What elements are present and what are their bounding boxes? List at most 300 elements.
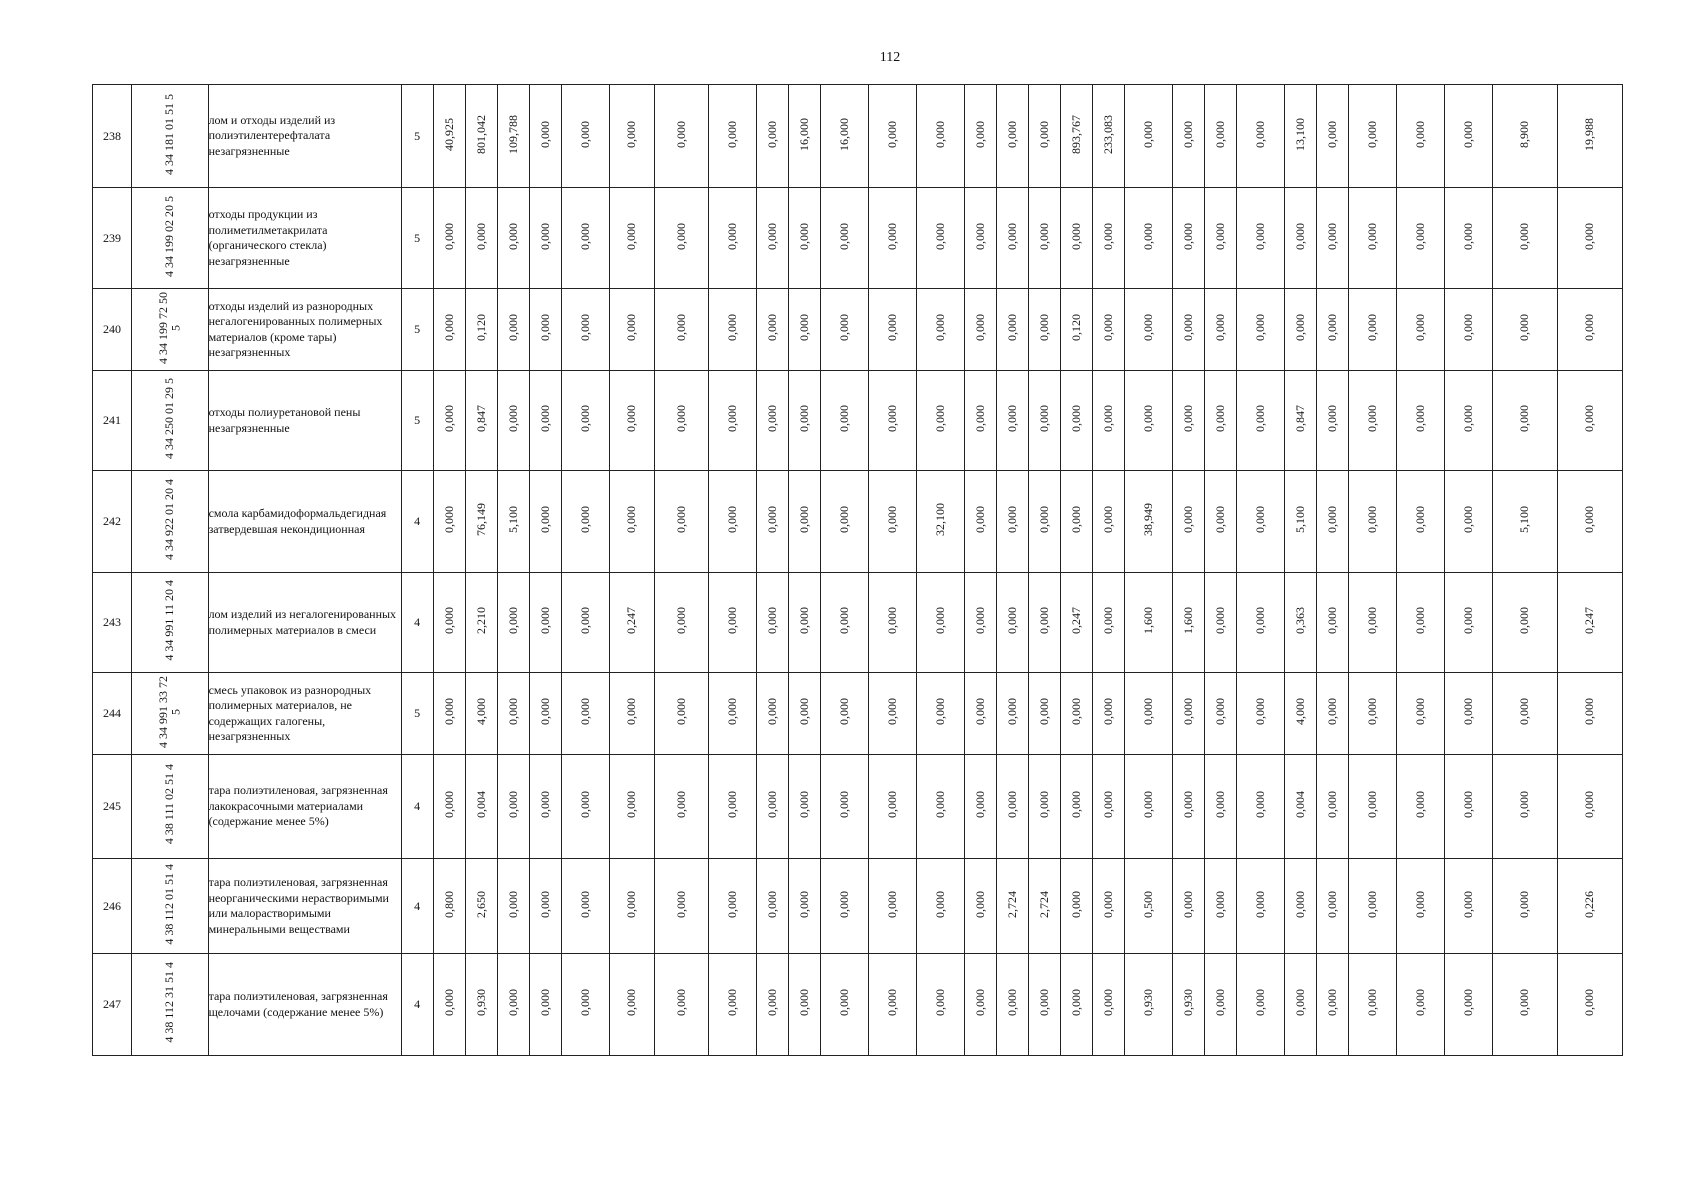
value: 0,000: [1036, 120, 1051, 148]
value-cell: [1557, 673, 1622, 755]
value-cell: [1348, 573, 1396, 673]
value-cell: [916, 85, 964, 188]
value-cell: [609, 673, 654, 755]
value: 0,000: [1140, 791, 1155, 818]
hazard-class: 4: [401, 755, 433, 859]
value: 0,000: [1180, 791, 1195, 818]
value-cell: [1444, 289, 1492, 371]
value-cell: [788, 859, 820, 954]
value-cell: [1396, 673, 1444, 755]
waste-code-cell: [132, 954, 209, 1056]
value: 0,363: [1292, 607, 1307, 634]
value: 0,000: [673, 405, 688, 432]
waste-name: лом и отходы изделий из полиэтилентерефталата незагрязненные: [208, 85, 401, 188]
value-cell: [654, 673, 708, 755]
value: 8,900: [1517, 120, 1532, 148]
value: 0,800: [441, 890, 456, 918]
value-cell: [788, 573, 820, 673]
value: 2,724: [1036, 890, 1051, 918]
value: 0,000: [1180, 405, 1195, 432]
value: 0,000: [441, 405, 456, 432]
value: 0,000: [1100, 890, 1115, 918]
value-cell: [1492, 471, 1557, 573]
value: 0,000: [796, 222, 811, 250]
waste-code: 4 38 112 31 51 4: [162, 962, 177, 1043]
value: 0,000: [1036, 314, 1051, 341]
value-cell: [609, 755, 654, 859]
value-cell: [1092, 673, 1124, 755]
value: 0,000: [624, 698, 639, 725]
value: 0,000: [1517, 698, 1532, 725]
waste-name: тара полиэтиленовая, загрязненная лакокрасочными материалами (содержание менее 5%): [208, 755, 401, 859]
value: 0,000: [624, 890, 639, 918]
value-cell: [1316, 289, 1348, 371]
value: 0,000: [441, 222, 456, 250]
value-cell: [1284, 471, 1316, 573]
value: 0,000: [505, 698, 520, 725]
row-number: 241: [93, 371, 132, 471]
value-cell: [1348, 954, 1396, 1056]
value-cell: [1284, 289, 1316, 371]
value-cell: [1316, 954, 1348, 1056]
value-cell: [465, 371, 497, 471]
value: 0,000: [537, 222, 552, 250]
value: 0,000: [577, 120, 592, 148]
value-cell: [433, 859, 465, 954]
value: 0,000: [1460, 120, 1475, 148]
value: 0,000: [764, 890, 779, 918]
value: 0,000: [796, 791, 811, 818]
value: 0,000: [1100, 405, 1115, 432]
value: 0,004: [473, 791, 488, 818]
value-cell: [964, 755, 996, 859]
value: 1,600: [1180, 607, 1195, 634]
value-cell: [465, 289, 497, 371]
value: 0,000: [972, 314, 987, 341]
value-cell: [820, 471, 868, 573]
value: 0,000: [1364, 698, 1379, 725]
value-cell: [1444, 471, 1492, 573]
value-cell: [1204, 289, 1236, 371]
value-cell: [708, 188, 756, 289]
value: 0,000: [836, 989, 851, 1016]
value-cell: [788, 954, 820, 1056]
value-cell: [820, 673, 868, 755]
value: 4,000: [1292, 698, 1307, 725]
value-cell: [529, 673, 561, 755]
row-number: 245: [93, 755, 132, 859]
value-cell: [1557, 859, 1622, 954]
value: 0,000: [972, 989, 987, 1016]
value: 0,000: [1460, 791, 1475, 818]
value-cell: [465, 188, 497, 289]
value-cell: [1557, 289, 1622, 371]
value: 0,000: [1036, 791, 1051, 818]
value: 0,000: [972, 506, 987, 533]
value: 0,000: [1100, 791, 1115, 818]
value: 0,000: [1517, 890, 1532, 918]
value-cell: [788, 471, 820, 573]
value: 0,000: [764, 314, 779, 341]
value: 0,000: [932, 120, 947, 148]
value: 0,247: [1068, 607, 1083, 634]
value: 0,000: [764, 791, 779, 818]
value: 0,000: [1517, 314, 1532, 341]
value-cell: [756, 371, 788, 471]
value: 0,000: [1252, 314, 1267, 341]
value-cell: [996, 471, 1028, 573]
value: 1,600: [1140, 607, 1155, 634]
value-cell: [561, 573, 609, 673]
value: 0,000: [764, 989, 779, 1016]
value: 0,000: [1068, 506, 1083, 533]
value-cell: [497, 188, 529, 289]
page-number: 112: [879, 50, 901, 65]
row-number: 246: [93, 859, 132, 954]
value-cell: [529, 188, 561, 289]
value-cell: [1028, 471, 1060, 573]
value-cell: [1236, 954, 1284, 1056]
value: 0,000: [624, 989, 639, 1016]
value: 0,000: [624, 791, 639, 818]
value-cell: [465, 471, 497, 573]
value: 0,000: [537, 120, 552, 148]
value-cell: [1204, 673, 1236, 755]
value: 0,000: [441, 314, 456, 341]
value: 0,000: [884, 989, 899, 1016]
value-cell: [708, 859, 756, 954]
value: 0,000: [1252, 698, 1267, 725]
value: 0,000: [932, 698, 947, 725]
value: 0,000: [764, 405, 779, 432]
value-cell: [465, 573, 497, 673]
value-cell: [654, 371, 708, 471]
value-cell: [820, 371, 868, 471]
value-cell: [1060, 289, 1092, 371]
waste-code: 4 38 111 02 51 4: [162, 764, 177, 845]
value-cell: [433, 371, 465, 471]
value-cell: [1236, 755, 1284, 859]
value: 0,000: [1068, 989, 1083, 1016]
value: 0,000: [673, 791, 688, 818]
value-cell: [1444, 673, 1492, 755]
value-cell: [1092, 188, 1124, 289]
value: 0,000: [1364, 607, 1379, 634]
waste-code: 4 34 181 01 51 5: [162, 93, 177, 175]
value: 2,724: [1004, 890, 1019, 918]
value: 0,000: [972, 698, 987, 725]
value: 0,000: [577, 222, 592, 250]
waste-code: 4 34 991 11 20 4: [162, 580, 177, 661]
value-cell: [1172, 859, 1204, 954]
value-cell: [1124, 471, 1172, 573]
value-cell: [1492, 85, 1557, 188]
waste-name: отходы полиуретановой пены незагрязненные: [208, 371, 401, 471]
value: 0,000: [836, 698, 851, 725]
value-cell: [529, 85, 561, 188]
value: 0,000: [884, 506, 899, 533]
value-cell: [1236, 673, 1284, 755]
value: 0,000: [673, 120, 688, 148]
value: 0,000: [1036, 405, 1051, 432]
value-cell: [497, 673, 529, 755]
hazard-class: 4: [401, 954, 433, 1056]
value: 0,000: [1460, 314, 1475, 341]
table-row: [93, 573, 1655, 673]
value: 0,000: [1252, 890, 1267, 918]
value-cell: [756, 573, 788, 673]
value: 0,000: [1412, 314, 1427, 341]
value: 0,000: [1252, 791, 1267, 818]
value-cell: [1396, 371, 1444, 471]
value: 0,000: [764, 222, 779, 250]
value: 0,000: [1100, 989, 1115, 1016]
value: 0,000: [1364, 405, 1379, 432]
value: 0,000: [972, 791, 987, 818]
value: 0,000: [1292, 890, 1307, 918]
value: 0,000: [673, 890, 688, 918]
value: 0,000: [836, 506, 851, 533]
value: 0,000: [1212, 791, 1227, 818]
row-number: 239: [93, 188, 132, 289]
value-cell: [1557, 371, 1622, 471]
value-cell: [1092, 859, 1124, 954]
value: 0,000: [796, 405, 811, 432]
value-cell: [465, 954, 497, 1056]
value-cell: [756, 471, 788, 573]
value: 0,000: [764, 698, 779, 725]
value: 0,000: [1212, 314, 1227, 341]
value-cell: [654, 573, 708, 673]
value-cell: [1236, 573, 1284, 673]
value-cell: [1204, 471, 1236, 573]
value-cell: [609, 85, 654, 188]
value: 0,000: [1140, 405, 1155, 432]
value: 0,000: [764, 607, 779, 634]
value: 0,000: [1212, 222, 1227, 250]
value-cell: [756, 859, 788, 954]
value: 0,000: [505, 405, 520, 432]
value: 0,000: [1292, 314, 1307, 341]
value-cell: [1396, 85, 1444, 188]
value: 0,930: [1180, 989, 1195, 1016]
value: 0,000: [577, 791, 592, 818]
waste-name: смесь упаковок из разнородных полимерных материалов, не содержащих галогены, незагрязненных: [208, 673, 401, 755]
value-cell: [433, 471, 465, 573]
value-cell: [433, 188, 465, 289]
value: 0,000: [932, 222, 947, 250]
value: 0,000: [1412, 791, 1427, 818]
value: 0,120: [473, 314, 488, 341]
value-cell: [868, 289, 916, 371]
value-cell: [1396, 471, 1444, 573]
waste-code-cell: [132, 755, 209, 859]
value-cell: [756, 954, 788, 1056]
waste-name: тара полиэтиленовая, загрязненная неорганическими нерастворимыми или малорастворимыми минеральными веществами: [208, 859, 401, 954]
value-cell: [820, 954, 868, 1056]
value: 0,000: [764, 506, 779, 533]
value-cell: [609, 859, 654, 954]
value: 0,000: [1582, 791, 1597, 818]
value-cell: [561, 188, 609, 289]
value: 0,000: [1582, 314, 1597, 341]
row-number: 240: [93, 289, 132, 371]
waste-code-cell: [132, 673, 209, 755]
value: 801,042: [473, 114, 488, 154]
value: 893,767: [1068, 114, 1083, 154]
value-cell: [1028, 188, 1060, 289]
value-cell: [1284, 371, 1316, 471]
table-row: [93, 289, 1655, 371]
value: 0,000: [884, 791, 899, 818]
value-cell: [820, 289, 868, 371]
value: 0,000: [577, 314, 592, 341]
value: 0,000: [1212, 506, 1227, 533]
value-cell: [609, 371, 654, 471]
hazard-class: 5: [401, 673, 433, 755]
value-cell: [916, 289, 964, 371]
value: 40,925: [441, 117, 456, 151]
value-cell: [1492, 371, 1557, 471]
value-cell: [529, 289, 561, 371]
hazard-class: 4: [401, 471, 433, 573]
value-cell: [1060, 673, 1092, 755]
value: 0,000: [537, 698, 552, 725]
value: 0,000: [1517, 607, 1532, 634]
value-cell: [561, 673, 609, 755]
value: 0,000: [884, 698, 899, 725]
value-cell: [1060, 755, 1092, 859]
waste-code-cell: [132, 85, 209, 188]
value-cell: [1124, 573, 1172, 673]
value: 0,000: [932, 791, 947, 818]
value-cell: [1396, 289, 1444, 371]
value: 0,000: [1252, 222, 1267, 250]
value: 0,004: [1292, 791, 1307, 818]
value: 0,000: [724, 314, 739, 341]
value-cell: [1316, 859, 1348, 954]
value-cell: [1204, 371, 1236, 471]
value-cell: [1284, 954, 1316, 1056]
value: 0,000: [577, 506, 592, 533]
value-cell: [497, 471, 529, 573]
table-row: [93, 859, 1655, 954]
value: 0,000: [932, 989, 947, 1016]
value-cell: [996, 954, 1028, 1056]
value-cell: [1348, 673, 1396, 755]
value-cell: [1060, 471, 1092, 573]
value-cell: [964, 85, 996, 188]
value-cell: [654, 188, 708, 289]
value-cell: [1316, 85, 1348, 188]
value-cell: [1236, 471, 1284, 573]
value: 0,000: [764, 120, 779, 148]
row-number: 247: [93, 954, 132, 1056]
value-cell: [916, 371, 964, 471]
value-cell: [788, 755, 820, 859]
value: 0,000: [1412, 698, 1427, 725]
value-cell: [497, 859, 529, 954]
value-cell: [1396, 859, 1444, 954]
value: 0,247: [624, 607, 639, 634]
value-cell: [1236, 85, 1284, 188]
value-cell: [465, 755, 497, 859]
value-cell: [1492, 289, 1557, 371]
value: 0,000: [1004, 607, 1019, 634]
value: 0,000: [1004, 698, 1019, 725]
value: 0,000: [1140, 120, 1155, 148]
value: 0,000: [724, 989, 739, 1016]
value: 0,000: [1180, 698, 1195, 725]
value: 0,000: [796, 890, 811, 918]
value-cell: [708, 673, 756, 755]
value-cell: [916, 755, 964, 859]
value-cell: [1060, 371, 1092, 471]
value: 0,000: [1212, 405, 1227, 432]
value: 0,226: [1582, 890, 1597, 918]
value-cell: [708, 573, 756, 673]
value-cell: [1172, 673, 1204, 755]
value: 0,000: [1036, 698, 1051, 725]
value: 0,000: [1324, 607, 1339, 634]
value-cell: [561, 859, 609, 954]
value: 0,000: [624, 314, 639, 341]
value: 0,000: [577, 405, 592, 432]
value-cell: [1348, 859, 1396, 954]
value-cell: [964, 471, 996, 573]
value: 0,000: [884, 120, 899, 148]
waste-code: 4 34 199 02 20 5: [162, 195, 177, 277]
value-cell: [1028, 85, 1060, 188]
value-cell: [1557, 188, 1622, 289]
value-cell: [654, 954, 708, 1056]
value: 0,000: [1036, 989, 1051, 1016]
value: 0,930: [473, 989, 488, 1016]
value-cell: [1557, 573, 1622, 673]
value: 0,500: [1140, 890, 1155, 918]
value: 0,000: [724, 607, 739, 634]
value-cell: [609, 188, 654, 289]
value: 0,000: [1364, 314, 1379, 341]
waste-code: 4 34 199 72 50 5: [156, 291, 183, 364]
value-cell: [1124, 289, 1172, 371]
value: 0,000: [577, 989, 592, 1016]
value-cell: [529, 371, 561, 471]
value-cell: [1092, 471, 1124, 573]
waste-code: 4 34 991 33 72 5: [156, 675, 183, 748]
value-cell: [1396, 188, 1444, 289]
value: 0,847: [1292, 405, 1307, 432]
value-cell: [1557, 954, 1622, 1056]
value: 0,000: [505, 607, 520, 634]
value: 0,000: [1212, 989, 1227, 1016]
value: 0,000: [796, 698, 811, 725]
value-cell: [996, 859, 1028, 954]
value-cell: [996, 289, 1028, 371]
hazard-class: 5: [401, 85, 433, 188]
value-cell: [1060, 954, 1092, 1056]
value-cell: [1284, 188, 1316, 289]
value-cell: [529, 755, 561, 859]
value-cell: [1060, 859, 1092, 954]
value: 0,000: [1324, 698, 1339, 725]
value: 0,000: [1460, 607, 1475, 634]
value: 0,000: [505, 791, 520, 818]
value-cell: [1492, 859, 1557, 954]
value: 0,000: [1582, 405, 1597, 432]
table-row: [93, 954, 1655, 1056]
value-cell: [1172, 188, 1204, 289]
